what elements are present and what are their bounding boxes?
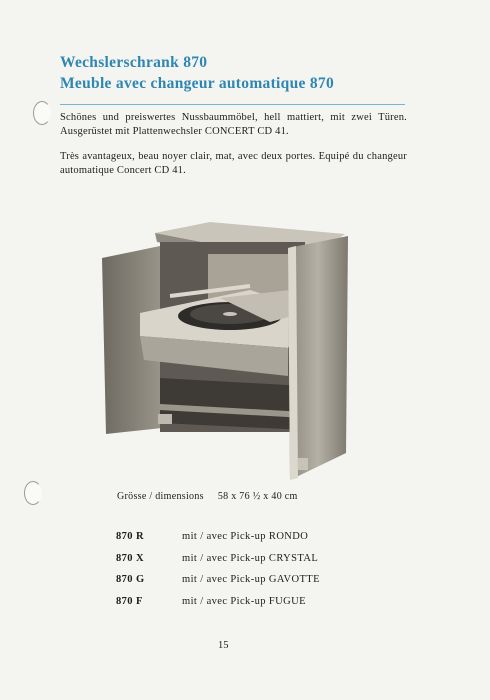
model-description: mit / avec Pick-up GAVOTTE <box>182 574 320 585</box>
title-german: Wechslerschrank 870 <box>60 54 208 71</box>
title-french: Meuble avec changeur automatique 870 <box>60 75 334 92</box>
description-german: Schönes und preiswertes Nussbaummöbel, hell mattiert, mit zwei Türen. Ausgerüstet mit Plattenwechsler CONCERT CD 41. <box>60 112 407 137</box>
dimensions-value: 58 x 76 ½ x 40 cm <box>217 491 298 502</box>
model-code: 870 X <box>116 552 144 564</box>
binder-hole <box>33 101 51 125</box>
model-description: mit / avec Pick-up RONDO <box>182 531 309 542</box>
cabinet-photo <box>100 218 350 488</box>
model-description: mit / avec Pick-up FUGUE <box>182 595 306 607</box>
model-description: mit / avec Pick-up CRYSTAL <box>182 552 319 564</box>
heading-divider <box>60 104 405 105</box>
page-heading <box>60 52 334 94</box>
model-code: 870 F <box>116 595 143 607</box>
model-code: 870 R <box>116 531 144 542</box>
page-number: 15 <box>218 640 229 651</box>
dimensions-label: Grösse / dimensions <box>117 491 204 502</box>
binder-hole <box>24 481 42 505</box>
model-code: 870 G <box>116 574 145 585</box>
description-french: Très avantageux, beau noyer clair, mat, avec deux portes. Equipé du changeur automatique Concert CD 41. <box>60 151 407 176</box>
dimensions-line <box>117 491 312 502</box>
